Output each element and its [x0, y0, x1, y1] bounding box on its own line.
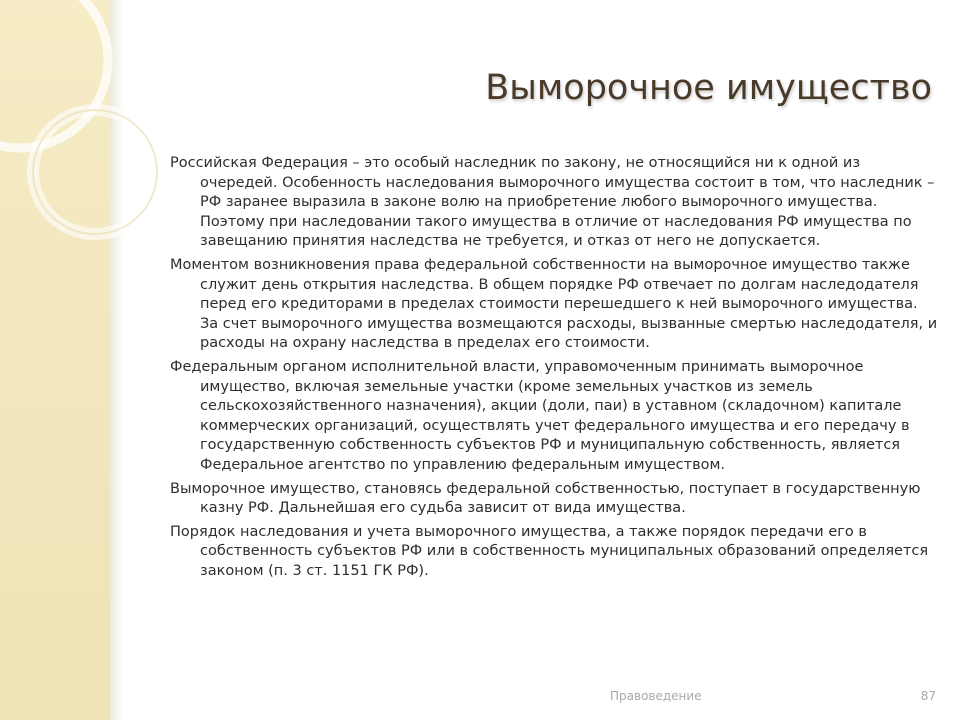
ring-highlight-shape — [33, 110, 157, 234]
paragraph: Выморочное имущество, становясь федеральной собственностью, поступает в государственную казну РФ. Дальнейшая его судьба зависит от вида имущества. — [170, 480, 921, 517]
paragraph: Федеральным органом исполнительной власти, управомоченным принимать выморочное имущество, включая земельные участки (кроме земельных участков из земель сельскохозяйственного назначения), акции (доли, паи) в уставном (складочном) капитале коммерческих организаций, осуществлять учет федерального имущества и его передачу в государственную собственность субъектов РФ и муниципальную собственность, является Федеральное агентство по управлению федеральным имуществом. — [170, 358, 910, 473]
footer-subject: Правоведение — [610, 689, 702, 703]
slide-title: Выморочное имущество — [485, 68, 932, 108]
paragraph: Российская Федерация – это особый наследник по закону, не относящийся ни к одной из очередей. Особенность наследования выморочного имущества состоит в том, что наследник – РФ заранее выразила в законе волю на приобретение любого выморочного имущества. Поэтому при наследовании такого имущества в отличие от наследования РФ имущества по завещанию принятия наследства не требуется, и отказ от него не допускается. — [170, 155, 935, 250]
page-number: 87 — [920, 689, 936, 703]
paragraph: Порядок наследования и учета выморочного имущества, а также порядок передачи его в собственность субъектов РФ или в собственность муниципальных образований определяется законом (п. 3 ст. 1151 ГК РФ). — [170, 523, 929, 579]
paragraph: Моментом возникновения права федеральной собственности на выморочное имущество также служит день открытия наследства. В общем порядке РФ отвечает по долгам наследодателя перед его кредиторами в пределах стоимости перешедшего к ней выморочного имущества. За счет выморочного имущества возмещаются расходы, вызванные смертью наследодателя, и расходы на охрану наследства в пределах его стоимости. — [170, 256, 938, 352]
slide-content — [170, 154, 938, 585]
